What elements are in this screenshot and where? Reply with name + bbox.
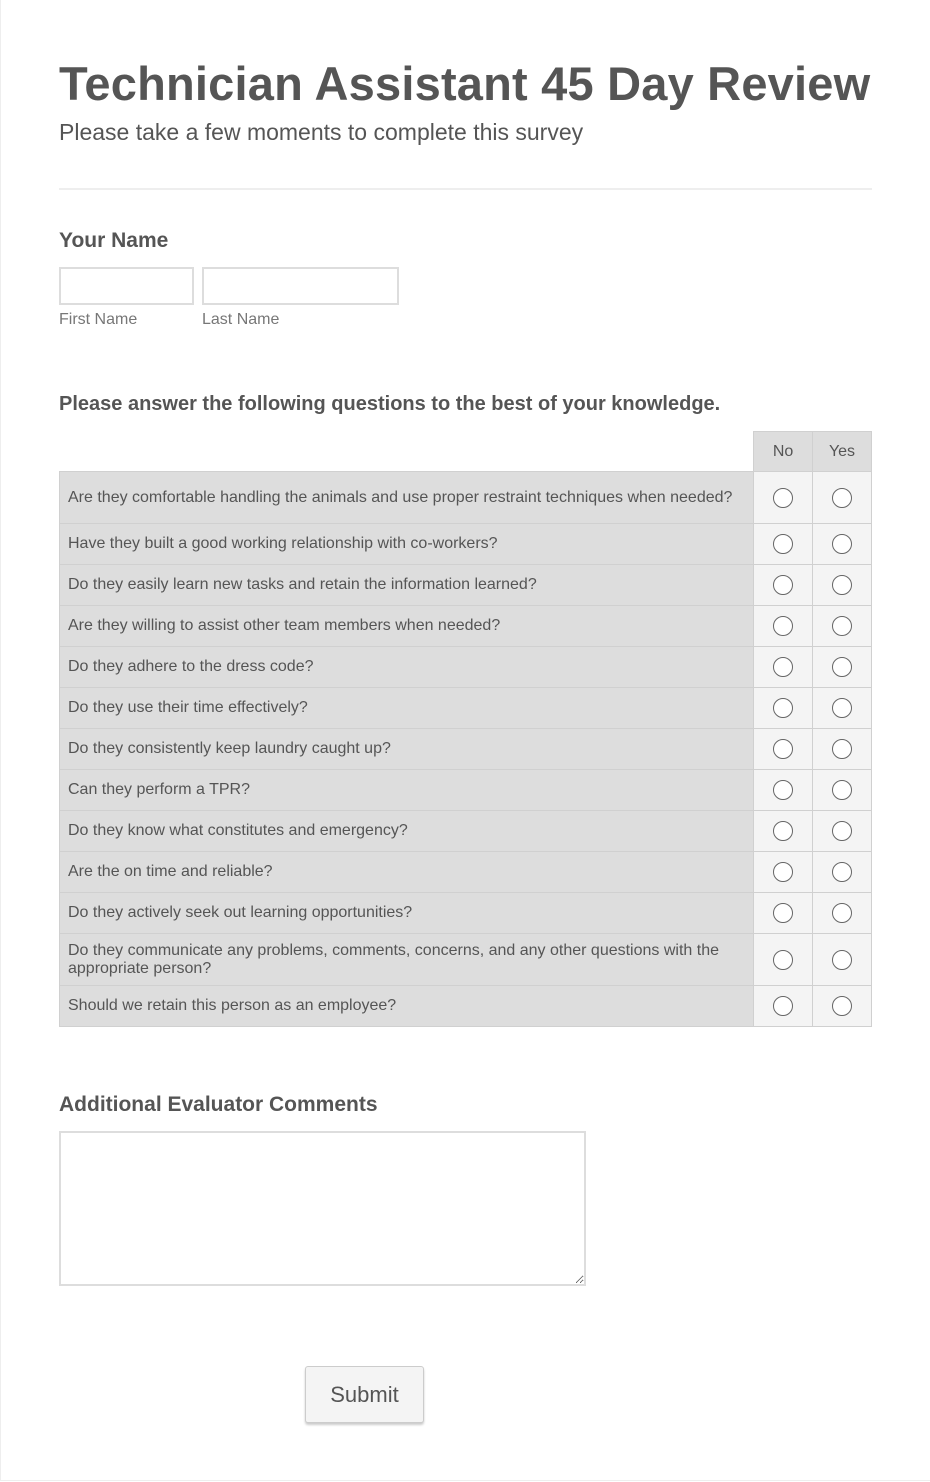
answer-cell-yes	[813, 729, 872, 770]
radio-no[interactable]	[773, 780, 793, 800]
answer-cell-yes	[813, 472, 872, 524]
answer-cell-no	[754, 729, 813, 770]
column-header-yes: Yes	[813, 432, 872, 472]
question-text: Can they perform a TPR?	[60, 770, 754, 811]
column-header-no: No	[754, 432, 813, 472]
question-row	[60, 565, 872, 606]
answer-cell-no	[754, 770, 813, 811]
questions-label: Please answer the following questions to the best of your knowledge.	[59, 393, 721, 415]
submit-button[interactable]: Submit	[305, 1366, 424, 1423]
divider	[59, 188, 872, 190]
radio-yes[interactable]	[832, 698, 852, 718]
first-name-input[interactable]	[59, 267, 194, 305]
radio-yes[interactable]	[832, 862, 852, 882]
question-row	[60, 647, 872, 688]
question-text: Do they use their time effectively?	[60, 688, 754, 729]
answer-cell-no	[754, 893, 813, 934]
radio-no[interactable]	[773, 903, 793, 923]
radio-no[interactable]	[773, 488, 793, 508]
question-row	[60, 811, 872, 852]
last-name-input[interactable]	[202, 267, 399, 305]
answer-cell-yes	[813, 647, 872, 688]
answer-cell-no	[754, 647, 813, 688]
question-row	[60, 934, 872, 986]
radio-no[interactable]	[773, 739, 793, 759]
answer-cell-no	[754, 606, 813, 647]
radio-yes[interactable]	[832, 575, 852, 595]
radio-yes[interactable]	[832, 616, 852, 636]
question-text: Do they adhere to the dress code?	[60, 647, 754, 688]
question-row	[60, 986, 872, 1027]
answer-cell-yes	[813, 986, 872, 1027]
radio-no[interactable]	[773, 996, 793, 1016]
radio-yes[interactable]	[832, 739, 852, 759]
last-name-sublabel: Last Name	[202, 311, 280, 328]
question-row	[60, 852, 872, 893]
page-subtitle: Please take a few moments to complete this survey	[59, 119, 584, 145]
page-title: Technician Assistant 45 Day Review	[59, 57, 871, 110]
question-text: Are the on time and reliable?	[60, 852, 754, 893]
answer-cell-no	[754, 565, 813, 606]
question-row	[60, 472, 872, 524]
question-row	[60, 524, 872, 565]
answer-cell-yes	[813, 688, 872, 729]
radio-no[interactable]	[773, 534, 793, 554]
question-text: Are they willing to assist other team members when needed?	[60, 606, 754, 647]
question-text: Do they know what constitutes and emergency?	[60, 811, 754, 852]
answer-cell-yes	[813, 565, 872, 606]
name-label: Your Name	[59, 229, 169, 252]
answer-cell-no	[754, 852, 813, 893]
question-row	[60, 688, 872, 729]
radio-no[interactable]	[773, 616, 793, 636]
question-text: Are they comfortable handling the animals and use proper restraint techniques when needed?	[60, 472, 754, 524]
answer-cell-yes	[813, 934, 872, 986]
first-name-sublabel: First Name	[59, 311, 138, 328]
radio-yes[interactable]	[832, 780, 852, 800]
answer-cell-yes	[813, 770, 872, 811]
question-text: Have they built a good working relationship with co-workers?	[60, 524, 754, 565]
answer-cell-yes	[813, 606, 872, 647]
radio-yes[interactable]	[832, 903, 852, 923]
answer-cell-no	[754, 934, 813, 986]
comments-label: Additional Evaluator Comments	[59, 1093, 378, 1116]
matrix-corner	[60, 432, 754, 472]
radio-yes[interactable]	[832, 657, 852, 677]
radio-no[interactable]	[773, 657, 793, 677]
question-row	[60, 770, 872, 811]
question-text: Should we retain this person as an employee?	[60, 986, 754, 1027]
radio-yes[interactable]	[832, 821, 852, 841]
answer-cell-yes	[813, 893, 872, 934]
radio-yes[interactable]	[832, 996, 852, 1016]
question-text: Do they easily learn new tasks and retain the information learned?	[60, 565, 754, 606]
question-row	[60, 893, 872, 934]
answer-cell-yes	[813, 811, 872, 852]
radio-no[interactable]	[773, 821, 793, 841]
radio-no[interactable]	[773, 698, 793, 718]
answer-cell-no	[754, 524, 813, 565]
question-text: Do they actively seek out learning opportunities?	[60, 893, 754, 934]
question-text: Do they communicate any problems, comments, concerns, and any other questions with the appropriate person?	[60, 934, 754, 986]
radio-no[interactable]	[773, 862, 793, 882]
comments-textarea[interactable]	[59, 1131, 586, 1286]
question-row	[60, 606, 872, 647]
question-matrix	[59, 431, 872, 1027]
answer-cell-no	[754, 811, 813, 852]
question-row	[60, 729, 872, 770]
answer-cell-no	[754, 986, 813, 1027]
answer-cell-yes	[813, 524, 872, 565]
radio-no[interactable]	[773, 950, 793, 970]
answer-cell-no	[754, 688, 813, 729]
radio-yes[interactable]	[832, 534, 852, 554]
answer-cell-yes	[813, 852, 872, 893]
question-text: Do they consistently keep laundry caught up?	[60, 729, 754, 770]
answer-cell-no	[754, 472, 813, 524]
radio-yes[interactable]	[832, 488, 852, 508]
radio-yes[interactable]	[832, 950, 852, 970]
radio-no[interactable]	[773, 575, 793, 595]
